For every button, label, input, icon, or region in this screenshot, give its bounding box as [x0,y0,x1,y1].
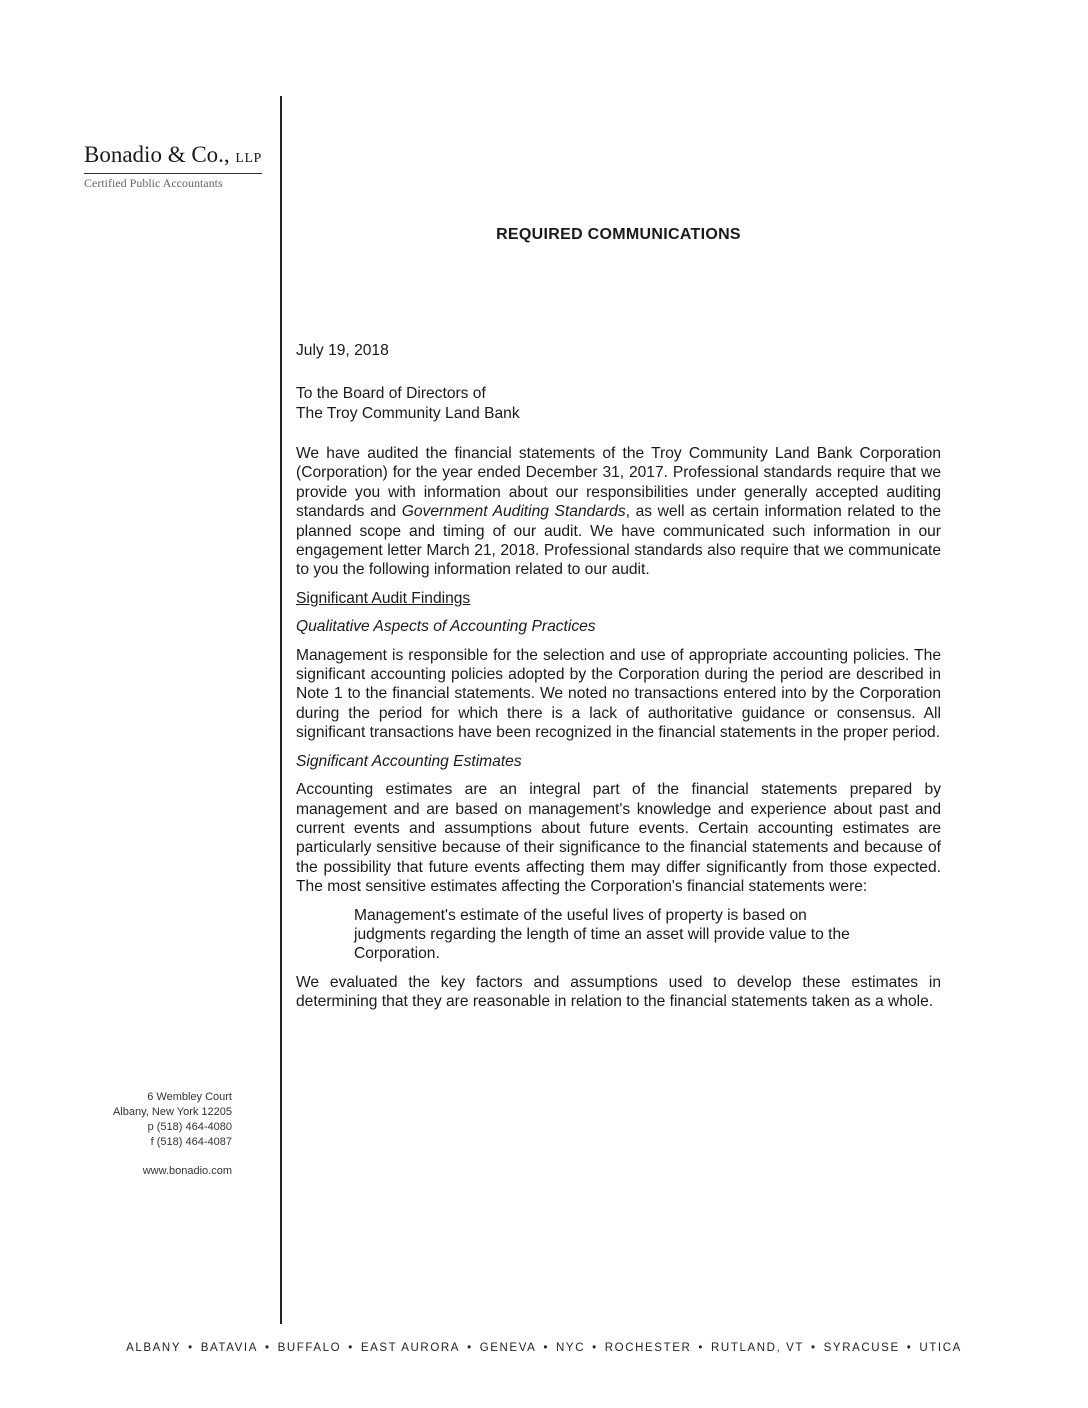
paragraph-indented-estimate: Management's estimate of the useful lives of property is based on judgments regarding the length of time an asset will provide value to the Corporation. [354,906,850,963]
heading-qualitative-aspects: Qualitative Aspects of Accounting Practices [296,618,596,636]
recipient-line-2: The Troy Community Land Bank [296,405,520,422]
office-location: UTICA [919,1342,962,1354]
footer-separator: • [543,1342,550,1354]
office-location: BATAVIA [200,1342,258,1354]
firm-logo [84,142,264,191]
recipient-line-1: To the Board of Directors of [296,385,486,402]
letter-date: July 19, 2018 [296,342,389,359]
footer-separator: • [188,1342,194,1354]
firm-name-text: Bonadio & Co., [84,142,230,167]
firm-suffix: LLP [235,151,262,166]
office-location: ALBANY [126,1342,182,1354]
address-city: Albany, New York 12205 [112,1106,232,1118]
para1-text-a: We have audited the financial statements of the Troy Community Land Bank Corporation (Corporation) for the year ended December 31, 2017. Professional standards require that we provide you with information about our responsibilities under generally accepted auditing standards and [296,445,941,521]
paragraph-estimates: Accounting estimates are an integral part of the financial statements prepared by management and are based on management's knowledge and experience about past and current events and assumptions about future events. Certain accounting estimates are particularly sensitive because of their significance to the financial statements and because of the possibility that future events affecting them may differ significantly from those expected. The most sensitive estimates affecting the Corporation's financial statements were: [296,781,941,896]
paragraph-qualitative: Management is responsible for the selection and use of appropriate accounting policies. The significant accounting policies adopted by the Corporation during the period are described in Note 1 to the financial statements. We noted no transactions entered into by the Corporation during the period for which there is a lack of authoritative guidance or consensus. All significant transactions have been recognized in the financial statements in the proper period. [296,646,941,742]
footer-separator: • [592,1342,598,1354]
footer-separator: • [811,1342,817,1354]
para1-italic: Government Auditing Standards [401,503,626,521]
address-phone: p (518) 464-4080 [147,1121,232,1133]
office-location: RUTLAND, VT [711,1342,805,1354]
office-location: SYRACUSE [823,1342,900,1354]
paragraph-evaluation: We evaluated the key factors and assumptions used to develop these estimates in determining that they are reasonable in relation to the financial statements taken as a whole. [296,973,941,1011]
address-website[interactable]: www.bonadio.com [142,1165,232,1177]
paragraph-audit-scope [296,444,941,580]
footer-separator: • [467,1342,473,1354]
firm-address [72,1090,232,1179]
address-street: 6 Wembley Court [147,1091,232,1103]
document-title: REQUIRED COMMUNICATIONS [496,226,741,243]
letter-body [296,444,941,1021]
heading-accounting-estimates: Significant Accounting Estimates [296,752,522,770]
office-location: ROCHESTER [604,1342,692,1354]
para1-text-b: , as well as certain information related to the planned scope and timing of our audit. We have communicated such information in our engagement letter March 21, 2018. Professional standards also require that we communicate to you the following information related to our audit. [296,503,941,579]
footer-separator: • [348,1342,354,1354]
footer-separator: • [906,1342,913,1354]
office-location: EAST AURORA [360,1342,461,1354]
heading-significant-findings: Significant Audit Findings [296,589,471,607]
firm-tagline: Certified Public Accountants [84,176,223,190]
firm-name [84,142,262,174]
address-fax: f (518) 464-4087 [150,1136,232,1148]
office-location: GENEVA [479,1342,537,1354]
recipient-block [296,384,520,424]
office-location: NYC [556,1342,586,1354]
footer-separator: • [264,1342,271,1354]
office-locations-footer [0,1342,1088,1354]
footer-separator: • [698,1342,705,1354]
vertical-divider [280,96,282,1324]
office-location: BUFFALO [277,1342,342,1354]
